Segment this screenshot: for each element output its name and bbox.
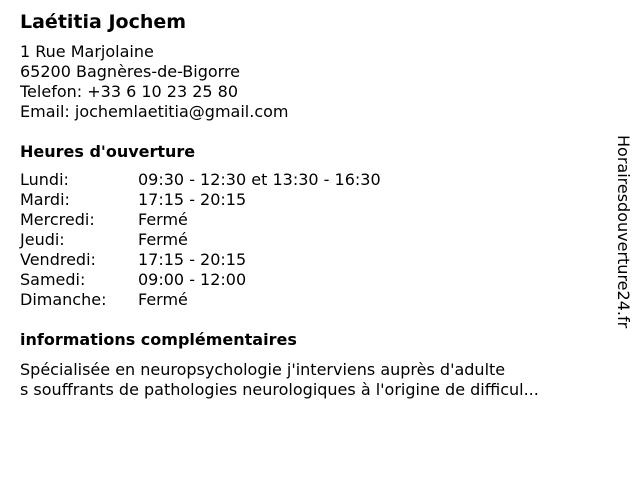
- address-line-2: 65200 Bagnères-de-Bigorre: [20, 62, 241, 81]
- day-hours: 17:15 - 20:15: [138, 190, 247, 209]
- day-label: Lundi:: [20, 170, 69, 189]
- day-hours: 09:00 - 12:00: [138, 270, 247, 289]
- address-line-1: 1 Rue Marjolaine: [20, 42, 154, 61]
- hours-row-monday: [20, 170, 600, 190]
- day-label: Jeudi:: [20, 230, 65, 249]
- info-line-2: s souffrants de pathologies neurologiques à l'origine de difficul...: [20, 380, 539, 399]
- info-text: [20, 360, 600, 400]
- hours-title: Heures d'ouverture: [20, 142, 196, 161]
- hours-row-sunday: [20, 290, 600, 310]
- day-hours: Fermé: [138, 230, 188, 249]
- day-label: Vendredi:: [20, 250, 96, 269]
- day-label: Samedi:: [20, 270, 86, 289]
- info-line-1: Spécialisée en neuropsychologie j'interviens auprès d'adulte: [20, 360, 506, 379]
- hours-row-wednesday: [20, 210, 600, 230]
- hours-table: [20, 170, 600, 310]
- day-hours: 09:30 - 12:30 et 13:30 - 16:30: [138, 170, 381, 189]
- day-label: Mardi:: [20, 190, 70, 209]
- site-watermark: Horairesdouverture24.fr: [614, 135, 633, 329]
- hours-row-tuesday: [20, 190, 600, 210]
- day-hours: Fermé: [138, 290, 188, 309]
- email-line: Email: jochemlaetitia@gmail.com: [20, 102, 289, 121]
- business-name: Laétitia Jochem: [20, 11, 187, 33]
- phone-line: Telefon: +33 6 10 23 25 80: [20, 82, 239, 101]
- day-label: Dimanche:: [20, 290, 107, 309]
- info-title: informations complémentaires: [20, 330, 297, 349]
- contact-block: [20, 42, 600, 122]
- hours-row-saturday: [20, 270, 600, 290]
- hours-row-thursday: [20, 230, 600, 250]
- day-label: Mercredi:: [20, 210, 95, 229]
- day-hours: Fermé: [138, 210, 188, 229]
- business-card: [20, 10, 600, 400]
- day-hours: 17:15 - 20:15: [138, 250, 247, 269]
- hours-row-friday: [20, 250, 600, 270]
